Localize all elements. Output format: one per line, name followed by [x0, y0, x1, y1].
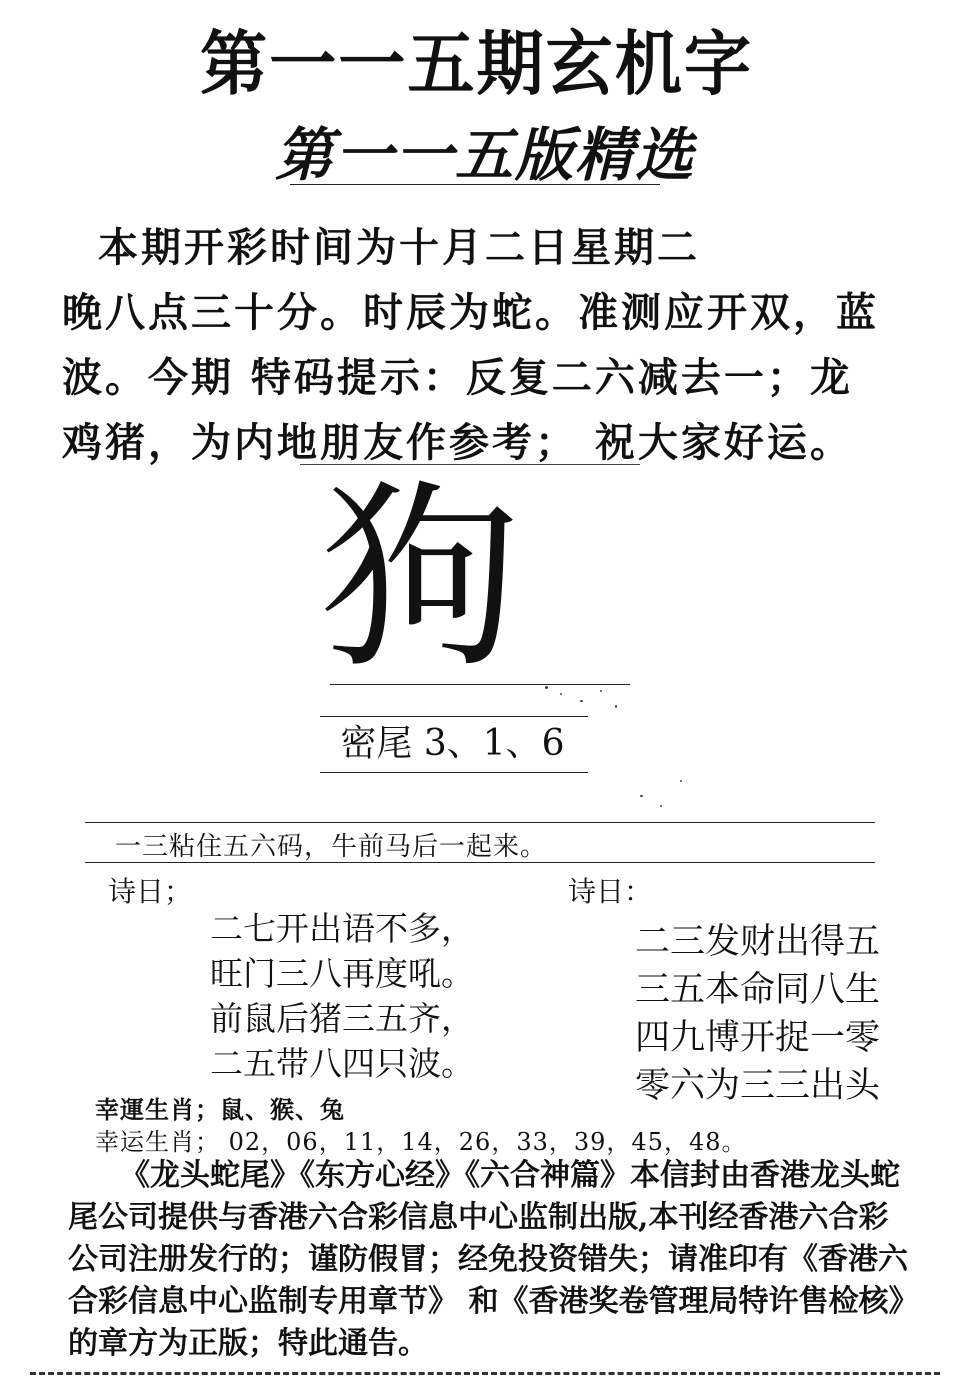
notice-line: 合彩信息中心监制专用章节》 和《香港奖卷管理局特许售检核》 [68, 1284, 919, 1319]
feature-character: 狗 [320, 463, 521, 696]
scan-speck [680, 780, 682, 782]
page-title: 第一一五期玄机字 [200, 22, 753, 105]
poem-line: 四九博开捉一零 [635, 1018, 881, 1058]
divider-bottom [330, 684, 630, 685]
poem-line: 旺门三八再度吼。 [210, 954, 474, 993]
poem-right-heading: 诗日： [568, 875, 653, 908]
intro-line: 本期开彩时间为十月二日星期二 [98, 224, 700, 271]
tail-box-bottom [320, 772, 588, 773]
lucky-zodiac: 幸運生肖；鼠、猴、兔 [95, 1095, 345, 1124]
poem-left-heading: 诗日； [108, 875, 193, 908]
poem-line: 二三发财出得五 [635, 922, 881, 962]
scan-speck [560, 693, 562, 695]
poem-line: 二五带八四只波。 [210, 1044, 474, 1083]
subtitle-underline [290, 184, 660, 185]
notice-line: 尾公司提供与香港六合彩信息中心监制出版,本刊经香港六合彩 [68, 1200, 889, 1235]
scan-speck [580, 700, 583, 702]
scan-speck [615, 705, 617, 708]
lucky-numbers: 幸运生肖； 02，06，11，14，26，33，39，45，48。 [95, 1128, 747, 1156]
poem-line: 零六为三三出头 [635, 1066, 881, 1106]
slogan-bottom-rule [85, 862, 875, 863]
intro-line: 波。今期 特码提示：反复二六减去一；龙 [62, 354, 853, 401]
bottom-border [30, 1372, 940, 1375]
notice-line: 公司注册发行的；谨防假冒；经免投资错失；请准印有《香港六 [68, 1242, 908, 1277]
poem-line: 前鼠后猪三五齐， [210, 999, 474, 1038]
poem-left [210, 906, 474, 1086]
scan-speck [545, 686, 548, 689]
slogan-top-rule [85, 822, 875, 823]
scan-speck [640, 795, 643, 797]
tail-numbers: 密尾 3、1、6 [340, 723, 565, 764]
slogan: 一三粘住五六码，牛前马后一起来。 [115, 832, 548, 862]
notice-line: 《龙头蛇尾》《东方心经》《六合神篇》本信封由香港龙头蛇 [120, 1158, 900, 1193]
scan-speck [600, 690, 602, 692]
scan-speck [660, 805, 662, 807]
notice-line: 的章方为正版；特此通告。 [68, 1326, 428, 1361]
page-subtitle: 第一一五版精选 [275, 121, 696, 189]
poem-line: 二七开出语不多， [210, 909, 474, 948]
intro-line: 晚八点三十分。时辰为蛇。准测应开双，蓝 [62, 289, 879, 336]
poem-line: 三五本命同八生 [635, 970, 881, 1010]
intro-paragraph [62, 215, 902, 475]
poem-right [635, 918, 880, 1110]
notice-paragraph [68, 1155, 928, 1365]
intro-line: 鸡猪，为内地朋友作参考； 祝大家好运。 [62, 419, 853, 466]
tail-box-top [320, 716, 588, 717]
